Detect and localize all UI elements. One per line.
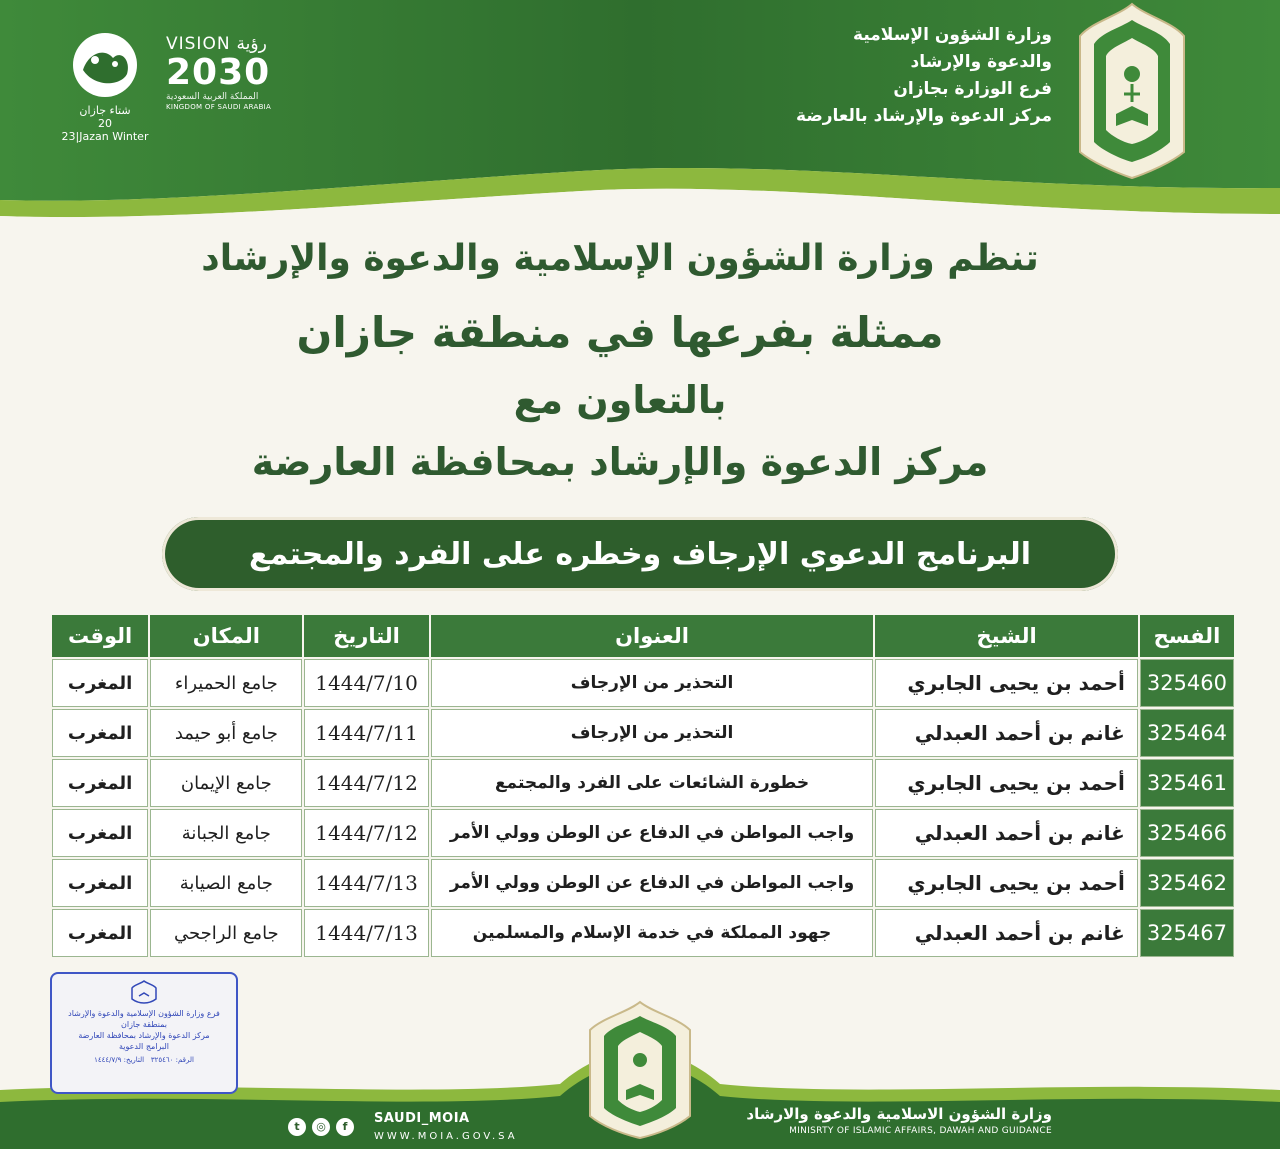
cell-date: 1444/7/13 xyxy=(304,859,428,907)
table-row xyxy=(52,659,1234,707)
cell-title: واجب المواطن في الدفاع عن الوطن وولي الأمر xyxy=(431,809,874,857)
facebook-icon[interactable]: f xyxy=(336,1118,354,1136)
jazan-winter-arabic: شتاء جازان xyxy=(79,104,131,117)
cell-place: جامع الجبانة xyxy=(150,809,302,857)
table-row xyxy=(52,709,1234,757)
ministry-logo-icon xyxy=(1076,2,1188,180)
table-row xyxy=(52,809,1234,857)
program-title: البرنامج الدعوي الإرجاف وخطره على الفرد والمجتمع xyxy=(248,536,1032,572)
schedule-table-container xyxy=(50,613,1236,963)
cell-permit: 325462 xyxy=(1140,859,1234,907)
cell-date: 1444/7/12 xyxy=(304,809,428,857)
vision-country-arabic: المملكة العربية السعودية xyxy=(166,92,259,102)
header-sheikh: الشيخ xyxy=(875,615,1137,657)
cell-sheikh: أحمد بن يحيى الجابري xyxy=(875,859,1137,907)
table-row xyxy=(52,859,1234,907)
cell-sheikh: غانم بن أحمد العبدلي xyxy=(875,909,1137,957)
cell-time: المغرب xyxy=(52,709,148,757)
vision-word-arabic: رؤية xyxy=(236,34,267,54)
header-date: التاريخ xyxy=(304,615,428,657)
stamp-number-label: الرقم: xyxy=(175,1056,194,1064)
cell-permit: 325461 xyxy=(1140,759,1234,807)
stamp-date: ١٤٤٤/٧/٩ xyxy=(94,1056,122,1064)
cell-sheikh: أحمد بن يحيى الجابري xyxy=(875,659,1137,707)
stamp-line-4: البرامج الدعوية xyxy=(119,1042,169,1051)
cell-place: جامع الحميراء xyxy=(150,659,302,707)
table-header-row xyxy=(52,615,1234,657)
program-title-banner xyxy=(162,517,1118,591)
ministry-line-3: فرع الوزارة بجازان xyxy=(893,79,1052,99)
cell-permit: 325466 xyxy=(1140,809,1234,857)
cell-place: جامع الصيابة xyxy=(150,859,302,907)
footer-ministry-name xyxy=(746,1105,1052,1136)
footer-handle-block xyxy=(374,1111,518,1142)
headline-line-3: بالتعاون مع xyxy=(513,378,727,422)
cell-time: المغرب xyxy=(52,809,148,857)
cell-date: 1444/7/13 xyxy=(304,909,428,957)
jazan-winter-year-top: 20 xyxy=(98,117,112,130)
cell-place: جامع الإيمان xyxy=(150,759,302,807)
ministry-line-1: وزارة الشؤون الإسلامية xyxy=(853,25,1052,45)
footer-ministry-english: MINISRTY OF ISLAMIC AFFAIRS, DAWAH AND GUIDANCE xyxy=(789,1126,1052,1136)
cell-title: التحذير من الإرجاف xyxy=(431,659,874,707)
stamp-date-label: التاريخ: xyxy=(123,1056,145,1064)
headline-line-2: ممثلة بفرعها في منطقة جازان xyxy=(296,308,944,357)
cell-date: 1444/7/12 xyxy=(304,759,428,807)
stamp-emblem-icon xyxy=(131,980,157,1004)
cell-title: التحذير من الإرجاف xyxy=(431,709,874,757)
social-handle[interactable]: SAUDI_MOIA xyxy=(374,1111,470,1126)
header-banner xyxy=(0,0,1280,230)
schedule-table xyxy=(50,613,1236,959)
cell-sheikh: أحمد بن يحيى الجابري xyxy=(875,759,1137,807)
stamp-line-1: فرع وزارة الشؤون الإسلامية والدعوة والإرشاد xyxy=(68,1009,220,1018)
cell-title: خطورة الشائعات على الفرد والمجتمع xyxy=(431,759,874,807)
cell-title: جهود المملكة في خدمة الإسلام والمسلمين xyxy=(431,909,874,957)
instagram-icon[interactable]: ◎ xyxy=(312,1118,330,1136)
twitter-icon[interactable]: t xyxy=(288,1118,306,1136)
cell-permit: 325460 xyxy=(1140,659,1234,707)
cell-time: المغرب xyxy=(52,759,148,807)
vision-word: VISION xyxy=(166,34,231,54)
footer-ministry-logo-icon xyxy=(586,1000,694,1140)
header-permit: الفسح xyxy=(1140,615,1234,657)
ministry-line-2: والدعوة والإرشاد xyxy=(910,52,1052,72)
header-title: العنوان xyxy=(431,615,874,657)
vision-2030-logo xyxy=(166,34,296,112)
cell-time: المغرب xyxy=(52,659,148,707)
header-place: المكان xyxy=(150,615,302,657)
headline-line-4: مركز الدعوة والإرشاد بمحافظة العارضة xyxy=(251,440,989,484)
stamp-number: ٣٢٥٤٦٠ xyxy=(150,1056,174,1064)
jazan-winter-year-bottom: 23 xyxy=(61,130,76,143)
cell-time: المغرب xyxy=(52,909,148,957)
cell-sheikh: غانم بن أحمد العبدلي xyxy=(875,709,1137,757)
header-ministry-name xyxy=(752,22,1052,130)
jazan-winter-logo: شتاء جازان 20 23|Jazan Winter xyxy=(50,30,160,143)
vision-year: 2030 xyxy=(166,52,271,93)
header-time: الوقت xyxy=(52,615,148,657)
stamp-line-3: مركز الدعوة والإرشاد بمحافظة العارضة xyxy=(78,1031,210,1040)
table-row xyxy=(52,759,1234,807)
cell-sheikh: غانم بن أحمد العبدلي xyxy=(875,809,1137,857)
website-link[interactable]: WWW.MOIA.GOV.SA xyxy=(374,1131,518,1142)
cell-time: المغرب xyxy=(52,859,148,907)
cell-date: 1444/7/11 xyxy=(304,709,428,757)
ministry-line-4: مركز الدعوة والإرشاد بالعارضة xyxy=(796,106,1052,126)
footer-social xyxy=(288,1111,518,1142)
cell-place: جامع الراجحي xyxy=(150,909,302,957)
jazan-winter-english: Jazan Winter xyxy=(79,130,149,143)
table-row xyxy=(52,909,1234,957)
cell-place: جامع أبو حيمد xyxy=(150,709,302,757)
cell-permit: 325464 xyxy=(1140,709,1234,757)
stamp-line-2: بمنطقة جازان xyxy=(120,1020,168,1029)
official-stamp xyxy=(50,972,238,1094)
cell-title: واجب المواطن في الدفاع عن الوطن وولي الأمر xyxy=(431,859,874,907)
cell-permit: 325467 xyxy=(1140,909,1234,957)
headline-line-1: تنظم وزارة الشؤون الإسلامية والدعوة والإرشاد xyxy=(201,238,1039,279)
footer-ministry-arabic: وزارة الشؤون الاسلامية والدعوة والارشاد xyxy=(746,1105,1052,1123)
jazan-winter-emblem-icon xyxy=(65,30,145,100)
vision-country-english: KINGDOM OF SAUDI ARABIA xyxy=(166,103,272,111)
stamp-footer xyxy=(52,1056,236,1064)
cell-date: 1444/7/10 xyxy=(304,659,428,707)
